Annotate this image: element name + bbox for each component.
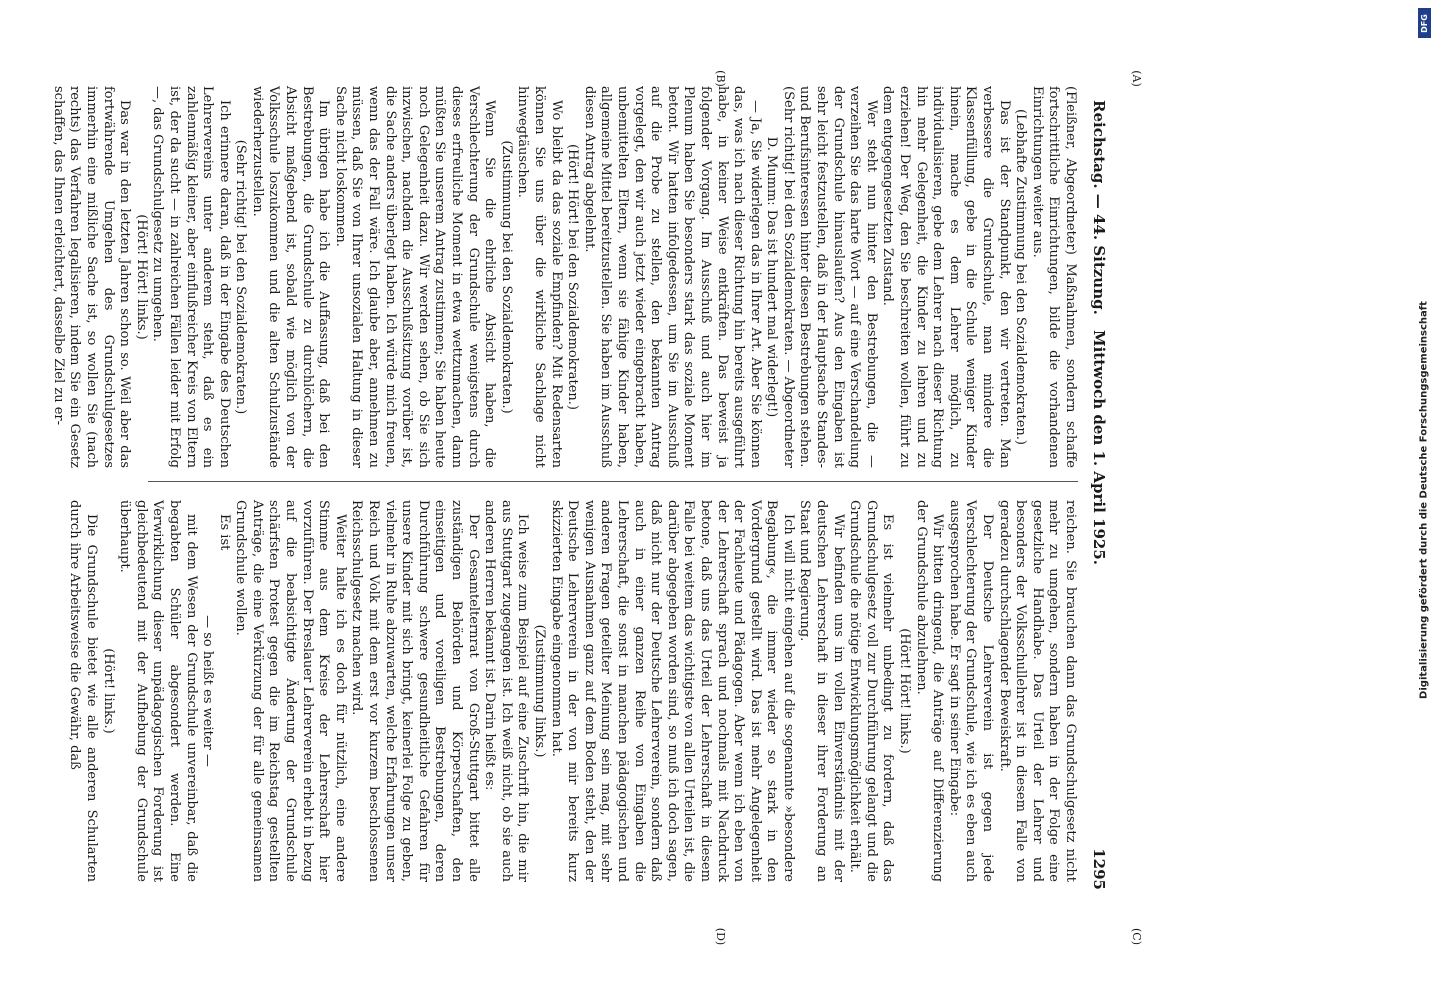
paragraph: Ich erinnere daran, daß in der Eingabe des Deutschen Lehrervereins unter anderem steht, daß es ein zahlenmäßig kleiner, aber einflußreicher Kreis von Eltern ist, der da sucht — in zahlreichen Fällen leider mit Erfolg —, das Grundschulgesetz zu umgehen. [150,86,232,468]
paragraph: — Ja, Sie widerlegen das in Ihrer Art. Aber Sie können das, was ich nach dieser Richtung hin bereits ausgeführt habe, in keiner Weise entkräften. Das beweist ja folgender Vorgang. Im Ausschuß und auch hier im Plenum haben Sie besonders stark das soziale Moment betont. Wir hatten infolgedessen, um Sie im Ausschuß auf die Probe zu stellen, den bekannten Antrag vorgelegt, den wir auch jetzt wieder eingebracht haben, unbemittelten Eltern, wenn sie fähige Kinder haben, allgemeine Mittel bereitzustellen. Sie haben im Ausschuß diesen Antrag abgelehnt. [581,86,763,468]
interjection: — so heißt es weiter — [200,615,216,767]
header-date: Mittwoch den 1. April 1925. [1090,330,1108,565]
margin-mark-a: (A) [1129,70,1143,87]
paragraph: Das war in den letzten Jahren schon so. Weil aber das fortwährende Umgehen des Grundschulgesetzes immerhin eine mißliche Sache ist, so wollen Sie (nach rechts) das Verfahren legalisieren, indem Sie ein Gesetz schaffen, das Ihnen erleichtert, dasselbe Ziel zu er- [50,86,133,468]
paragraph: Wo bleibt da das soziale Empfinden? Mit Redensarten können Sie uns über die wirkliche Sachlage nicht hinwegtäuschen. [515,86,564,468]
paragraph: (Fleißner, Abgeordneter) Maßnahmen, sondern schaffe fortschrittliche Einrichtungen, bilde die vorhandenen Einrichtungen weiter aus. [1029,86,1078,468]
interjection: (Hört! links.) [100,648,116,734]
interjection: (Hört! Hört! bei den Sozialdemokraten.) [565,144,581,410]
paragraph: Es ist [216,514,232,551]
document-page [50,60,1122,920]
paragraph: Wir befinden uns im vollen Einverständnis mit der deutschen Lehrerschaft in dieser ihrer Forderung an Staat und Regierung. [797,500,846,882]
quotation: mit dem Wesen der Grundschule unvereinbar, daß die begabten Schüler abgesondert werden. Eine Verwirklichung dieser unpädagogischen Forderung ist gleichbedeutend mit der Aufhebung der Grundschule überhaupt. [117,500,199,882]
quotation: Es ist vielmehr unbedingt zu fordern, daß das Grundschulgesetz voll zur Durchführung gelangt und die Grundschule die nötige Entwicklungsmöglichkeit erhält. [847,500,896,882]
interjection: (Hört! Hört! links.) [897,628,913,754]
paragraph: Ich will nicht eingehen auf die sogenannte »besondere Begabung«, die immer wieder so stark in den Vordergrund gestellt wird. Das ist mehr Angelegenheit der Fachleute und Pädagogen. Aber wenn ich eben von der Lehrerschaft sprach und nochmals mit Nachdruck betone, daß uns das Urteil der Lehrerschaft in diesem Falle bei weitem das wichtigste von allen Urteilen ist, die darüber abgegeben worden sind, so muß ich doch sagen, daß nicht nur der Deutsche Lehrerverein, sondern daß auch in einer ganzen Reihe von Eingaben die Lehrerschaft, die sonst in manchen pädagogischen und anderen Fragen geteilter Meinung sein mag, mit sehr wenigen Ausnahmen ganz auf dem Boden steht, den der Deutsche Lehrerverein in der von mir bereits kurz skizzierten Eingabe eingenommen hat. [548,500,796,882]
margin-mark-d: (D) [714,927,728,946]
margin-mark-b: (B) [713,70,727,87]
left-column [49,86,1078,468]
right-column [66,500,1078,882]
interjection: (Sehr richtig! bei den Sozialdemokraten.) [233,139,249,415]
header-session-title: Reichstag. — 44. Sitzung. [1090,100,1108,315]
interjection: (Zustimmung links.) [532,624,547,758]
paragraph: Der Deutsche Lehrerverein ist gegen jede Verschlechterung der Grundschule, wie ich es eben auch ausgesprochen habe. Er sagt in seiner Eingabe: [946,500,996,882]
interjection: (Zustimmung bei den Sozialdemokraten.) [498,140,514,414]
dfg-logo [1418,8,1431,38]
paragraph: Ich weise zum Beispiel auf eine Zuschrift hin, die mir aus Stuttgart zugegangen ist. Ich weiß nicht, ob sie auch anderen Herren bekannt ist. Darin heißt es: [482,500,531,882]
paragraph: Im übrigen habe ich die Auffassung, daß bei den Bestrebungen, die Grundschule zu durchlöchern, die Absicht maßgebend ist, sobald wie möglich von der Volksschule loszukommen und die alten Schulzustände wiederherzustellen. [249,86,332,468]
dfg-logo-text: DFG [1420,13,1430,33]
digitization-note-text: Digitalisierung gefördert durch die Deutsche Forschungsgemeinschaft [1418,301,1430,699]
quotation: Wir bitten dringend, die Anträge auf Differenzierung der Grundschule abzulehnen. [913,500,946,882]
paragraph: reichen. Sie brauchen dann das Grundschulgesetz nicht mehr zu umgehen, sondern haben in der Folge eine gesetzliche Handhabe. Das Urteil der Lehrer und besonders der Volksschullehrer ist in diesem Falle von geradezu durchschlagender Beweiskraft. [996,500,1078,882]
margin-mark-c: (C) [1130,928,1143,945]
interjection: (Lebhafte Zustimmung bei den Sozialdemokraten.) [1013,109,1029,445]
quotation: Der Gesamtelternrat von Groß-Stuttgart bittet alle zuständigen Behörden und Körperschaften, den einseitigen und voreiligen Bestrebungen, deren Durchführung schwere gesundheitliche Gefahren für unsere Kinder mit sich bringt, keinerlei Folge zu geben, vielmehr in Ruhe abzuwarten, welche Erfahrungen unser Reich und Volk mit dem erst vor kurzem beschlossenen Reichsschulgesetz machen wird. [349,500,481,882]
paragraph: Weiter halte ich es doch für nützlich, eine andere Stimme aus dem Kreise der Lehrerschaft hier vorzuführen. Der Breslauer Lehrerverein erhebt in bezug auf die beabsichtigte Änderung der Grundschule schärfsten Protest gegen die im Reichstag gestellten Anträge, die eine Verkürzung der für alle gemeinsamen Grundschule wollen. [233,500,348,882]
page-number: 1295 [1090,848,1108,890]
column-divider [148,481,1078,482]
paragraph: Wenn Sie die ehrliche Absicht haben, die Verschlechterung der Grundschule wenigstens durch dieses erfreuliche Moment in etwa wettzumachen, dann müßten Sie unserem Antrag zustimmen; Sie haben heute noch Gelegenheit dazu. Wir werden sehen, ob Sie sich inzwischen, nachdem die Ausschußsitzung vorüber ist, die Sache anders überlegt haben. Ich würde mich freuen, wenn das der Fall wäre. Ich glaube aber, annehmen zu müssen, daß Sie von Ihrer unsozialen Haltung in dieser Sache nicht loskommen. [332,86,498,468]
paragraph: Das ist der Standpunkt, den wir vertreten. Man verbessere die Grundschule, man mindere die Klassenfüllung, gebe in die Schule weniger Kinder hinein, mache es dem Lehrer möglich, zu individualisieren, gebe dem Lehrer nach dieser Richtung hin mehr Gelegenheit, die Kinder zu lehren und zu erziehen! Der Weg, den Sie beschreiten wollen, führt zu dem entgegengesetzten Zustand. [880,86,1012,468]
interjection: (Sehr richtig! bei den Sozialdemokraten. — Abgeordneter D. Mumm: Das ist hundert mal widerlegt!) [764,86,796,468]
paragraph: Die Grundschule bietet wie alle anderen Schularten durch ihre Arbeitsweise die Gewähr, daß [67,500,99,882]
interjection: (Hört! Hört! links.) [133,214,149,340]
paragraph: Wer steht nun hinter den Bestrebungen, die — verzeihen Sie das harte Wort — auf eine Verschandelung der Grundschule hinauslaufen? Aus den Eingaben ist sehr leicht festzustellen, daß in der Hauptsache Standes- und Berufsinteressen hinter diesen Bestrebungen stehen. [797,86,879,468]
